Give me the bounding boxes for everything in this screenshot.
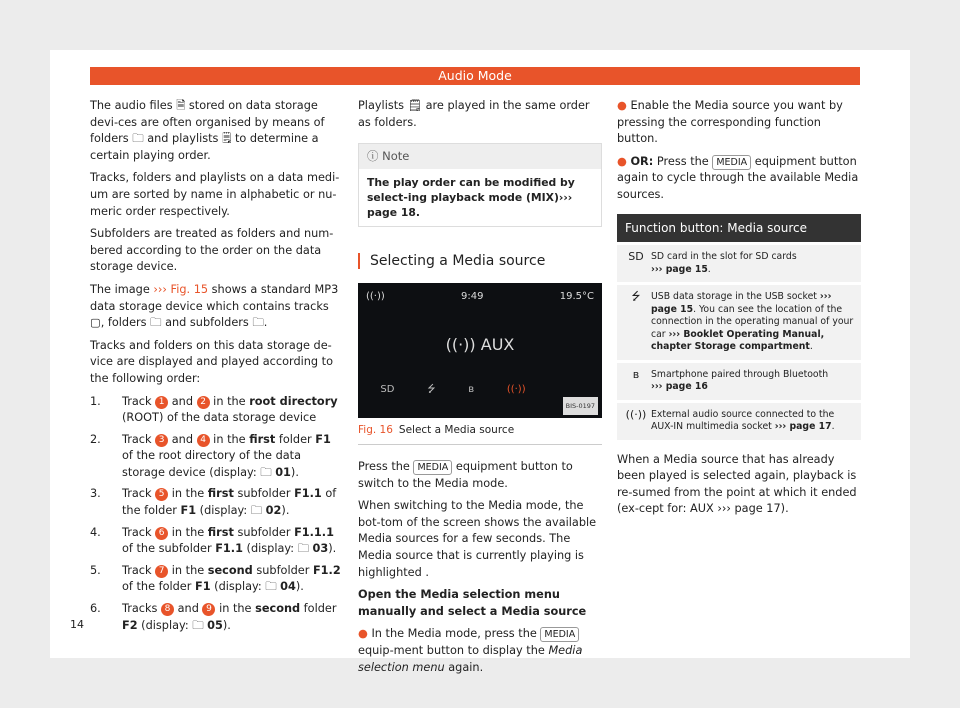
source-icon: ⭍: [631, 290, 641, 304]
paragraph-open-menu: ● In the Media mode, press the MEDIA equip-ment button to display the Media selection menu again.: [358, 627, 583, 674]
list-item: 1. Track 1 and 2 in the root directory (ROOT) of the data storage device: [90, 394, 338, 425]
infotainment-screen: [358, 283, 602, 418]
list-item: 3. Track 5 in the first subfolder F1.1 of the folder F1 (display: 🗀 02).: [90, 487, 337, 518]
function-row: ((·)) External audio source connected to the AUX-IN multimedia socket ››› page 17.: [617, 403, 861, 440]
function-row: ⭍ USB data storage in the USB socket ››› page 15. You can see the location of the connection in the operating manual of your car ››› Booklet Operating Manual, chapter Storage compartment.: [617, 285, 861, 360]
track-icon: ▢: [90, 316, 101, 330]
screen-time: 9:49: [461, 291, 484, 303]
page-number: 14: [70, 618, 84, 631]
note-box: [358, 143, 602, 227]
paragraph-image: The image ››› Fig. 15 shows a standard MP3 data storage device which contains tracks ▢, folders 🗀 and subfolders 🗀.: [90, 282, 339, 330]
aux-source-button[interactable]: ((·)): [506, 383, 526, 395]
folder-icon: 🗀: [150, 316, 162, 330]
info-icon: ⓘ: [367, 149, 379, 164]
media-button[interactable]: MEDIA: [712, 155, 751, 170]
paragraph-press-media: Press the MEDIA equipment button to switch to the Media mode.: [358, 459, 573, 490]
usb-source-button[interactable]: ⭍: [427, 383, 436, 395]
list-item: 6. Tracks 8 and 9 in the second folder F2 (display: 🗀 05).: [90, 602, 337, 632]
column-3: [617, 98, 861, 524]
fig-15-link[interactable]: ››› Fig. 15: [153, 282, 209, 296]
note-text: The play order can be modified by select-ing playback mode (MIX)››› page 18.: [367, 175, 575, 219]
figure-code: BIS-0197: [563, 397, 598, 416]
media-button[interactable]: MEDIA: [413, 460, 452, 475]
source-icon: SD: [628, 250, 644, 264]
bullet-or: ● OR: Press the MEDIA equipment button again to cycle through the available Media sources.: [617, 154, 859, 201]
paragraph-subfolders: Subfolders are treated as folders and num-bered according to the order on the data storage device.: [90, 227, 334, 274]
column-1: [90, 98, 342, 639]
source-icon: ((·)): [625, 407, 647, 421]
bluetooth-source-button[interactable]: ʙ: [468, 383, 475, 395]
column-2: [358, 98, 602, 682]
file-icon: 🗎: [176, 99, 186, 112]
folder-icon: 🗀: [132, 132, 144, 146]
order-list: [90, 394, 342, 635]
function-table: [617, 245, 861, 440]
playlist-icon: 🗒: [407, 99, 422, 112]
source-bar: [364, 382, 542, 399]
aux-label: ((·)) AUX: [445, 335, 515, 355]
bullet-enable: ● Enable the Media source you want by pressing the corresponding function button.: [617, 99, 843, 146]
list-item: 2. Track 3 and 4 in the first folder F1 of the root directory of the data storage device (display: 🗀 01).: [90, 432, 331, 479]
subfolder-icon: 🗀: [252, 316, 264, 330]
playlist-icon: 🗒: [222, 132, 232, 146]
paragraph-resume: When a Media source that has already been played is selected again, playback is re-sumed from the point at which it ended (ex-cept for: AUX ››› page 17).: [617, 452, 857, 516]
section-title: Selecting a Media source: [358, 253, 602, 270]
list-item: 5. Track 7 in the second subfolder F1.2 of the folder F1 (display: 🗀 04).: [90, 563, 341, 594]
list-item: 4. Track 6 in the first subfolder F1.1.1 of the subfolder F1.1 (display: 🗀 03).: [90, 525, 337, 556]
radio-icon: ((·)): [366, 291, 385, 303]
media-button[interactable]: MEDIA: [540, 627, 579, 642]
paragraph-switching: When switching to the Media mode, the bot-tom of the screen shows the available Media sources for a few seconds. The Media source that is currently playing is highlighted .: [358, 499, 597, 579]
note-header: ⓘ Note: [359, 144, 601, 169]
aux-icon: ((·)): [445, 335, 476, 355]
function-row: ʙ Smartphone paired through Bluetooth ››› page 16: [617, 363, 861, 400]
paragraph-sorting: Tracks, folders and playlists on a data medi-um are sorted by name in alphabetic or nu-meric order respectively.: [90, 171, 340, 218]
screen-temp: 19.5°C: [559, 291, 594, 303]
paragraph-audio-files: The audio files 🗎 stored on data storage devi-ces are often organised by means of folders 🗀 and playlists 🗒 to determine a certain playing order.: [90, 99, 325, 162]
paragraph-playlists: Playlists 🗒 are played in the same order as folders.: [358, 99, 590, 129]
source-icon: ʙ: [632, 367, 640, 381]
function-table-title: Function button: Media source: [617, 214, 861, 243]
function-row: SD SD card in the slot for SD cards ››› page 15.: [617, 245, 861, 282]
figure-caption: Fig. 16 Select a Media source: [358, 422, 602, 445]
paragraph-order: Tracks and folders on this data storage de-vice are displayed and played according to the following order:: [90, 338, 334, 385]
subheading: Open the Media selection menu manually and select a Media source: [358, 588, 587, 618]
sd-source-button[interactable]: SD: [380, 383, 395, 395]
page-header: Audio Mode: [90, 67, 860, 85]
